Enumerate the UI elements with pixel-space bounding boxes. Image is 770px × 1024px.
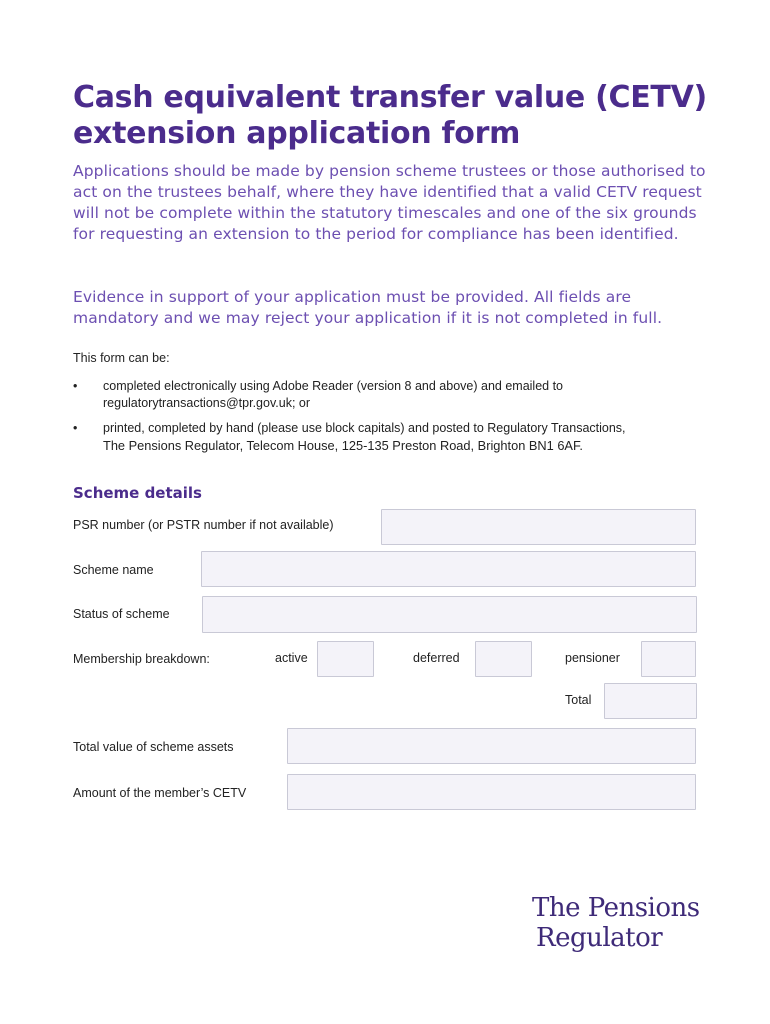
email-address: regulatorytransactions@tpr.gov.uk; or: [103, 396, 311, 410]
member-cetv-label: Amount of the member’s CETV: [73, 786, 247, 800]
active-members-input[interactable]: [317, 641, 374, 677]
deferred-label: deferred: [413, 651, 460, 665]
active-label: active: [275, 651, 308, 665]
bullet-marker: •: [73, 379, 78, 393]
scheme-assets-input[interactable]: [287, 728, 696, 764]
scheme-name-input[interactable]: [201, 551, 696, 587]
pensioner-label: pensioner: [565, 651, 620, 665]
status-of-scheme-label: Status of scheme: [73, 607, 170, 621]
pensions-regulator-logo: [532, 893, 712, 953]
postal-address: The Pensions Regulator, Telecom House, 125-135 Preston Road, Brighton BN1 6AF.: [103, 438, 583, 453]
title-line-1: Cash equivalent transfer value (CETV): [73, 80, 707, 115]
deferred-members-input[interactable]: [475, 641, 532, 677]
status-of-scheme-input[interactable]: [202, 596, 697, 633]
title-line-2: extension application form: [73, 116, 521, 151]
evidence-paragraph: Evidence in support of your application must be provided. All fields are mandatory and we may reject your application if it is not completed in full.: [73, 288, 663, 327]
psr-number-label: PSR number (or PSTR number if not available): [73, 518, 334, 532]
bullet-line-1: completed electronically using Adobe Reader (version 8 and above) and emailed to: [103, 379, 564, 393]
intro-paragraph: Applications should be made by pension scheme trustees or those authorised to act on the trustees behalf, where they have identified that a valid CETV request will not be complete within the statutory timescales and one of the six grounds for requesting an extension to the period for compliance has been identified.: [73, 162, 706, 243]
total-members-input[interactable]: [604, 683, 697, 719]
scheme-assets-label: Total value of scheme assets: [73, 740, 234, 754]
logo-line-1: The Pensions: [532, 893, 700, 923]
logo-line-2: Regulator: [536, 923, 663, 953]
list-item: [73, 420, 713, 454]
scheme-name-label: Scheme name: [73, 563, 154, 577]
membership-breakdown-label: Membership breakdown:: [73, 652, 210, 666]
bullet-marker: •: [73, 421, 78, 435]
submission-options-list: [73, 378, 713, 462]
form-can-be-text: This form can be:: [73, 351, 170, 365]
psr-number-input[interactable]: [381, 509, 696, 545]
member-cetv-input[interactable]: [287, 774, 696, 810]
bullet-line-1: printed, completed by hand (please use block capitals) and posted to Regulatory Transactions,: [103, 421, 626, 435]
scheme-details-heading: Scheme details: [73, 484, 202, 502]
page-title: [73, 80, 713, 152]
pensioner-members-input[interactable]: [641, 641, 696, 677]
list-item: [73, 378, 713, 412]
total-label: Total: [565, 693, 592, 707]
